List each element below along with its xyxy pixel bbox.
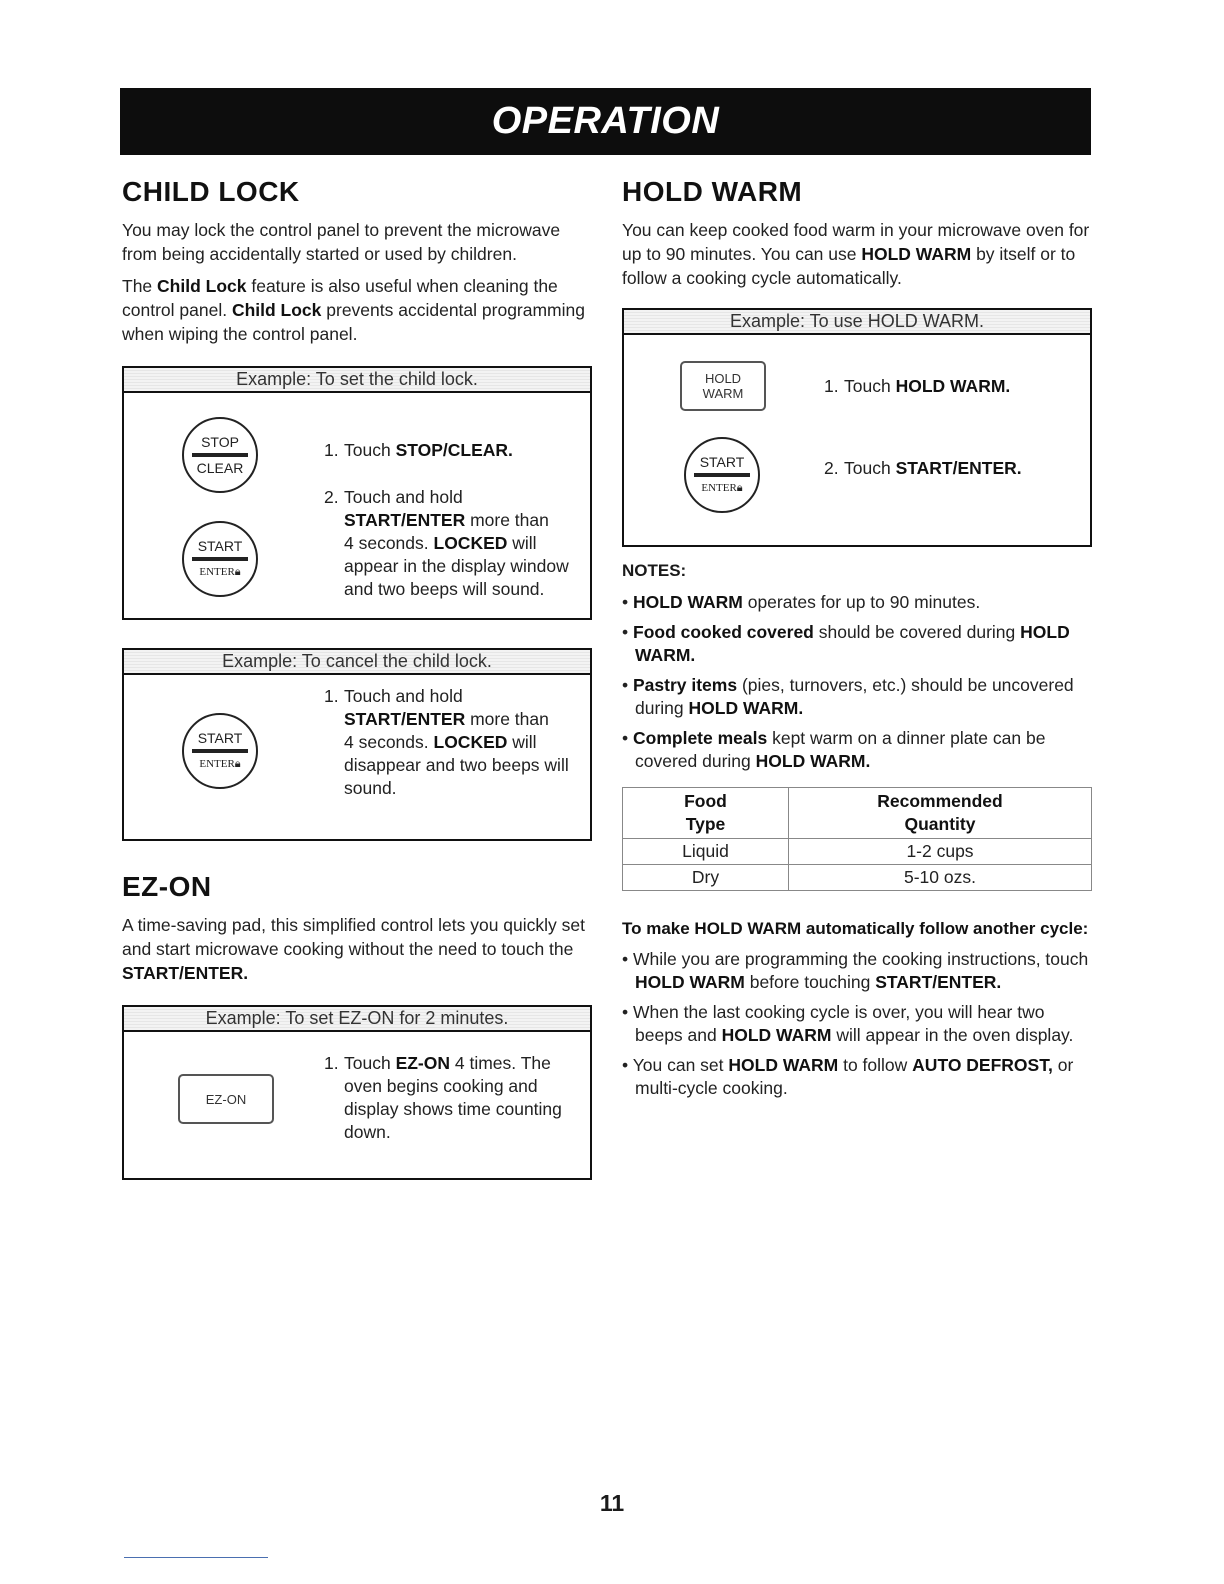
- hold-warm-description: You can keep cooked food warm in your microwave oven for up to 90 minutes. You can use HOLD WARM by itself or to follow a cooking cycle automatically.: [622, 220, 1090, 288]
- start-enter-button: START ENTER🔒︎: [182, 521, 258, 597]
- example-ez-on: [122, 1005, 592, 1180]
- ez-on-description: A time-saving pad, this simplified control lets you quickly set and start microwave cooking without the need to touch the START/ENTER.: [122, 915, 585, 983]
- cancel-step-1: 1. Touch and hold START/ENTER more than 4 seconds. LOCKED will disappear and two beeps will sound.: [324, 686, 569, 798]
- page-number: 11: [599, 1490, 625, 1516]
- child-lock-intro: You may lock the control panel to prevent the microwave from being accidentally started or used by children.: [122, 220, 561, 264]
- ez-on-heading: EZ-ON: [122, 871, 212, 902]
- food-quantity-table: [622, 787, 1092, 891]
- example-hold-warm: [622, 308, 1092, 547]
- notes-list: [622, 591, 1092, 773]
- auto-follow-list: [622, 948, 1092, 1100]
- food-type-header: Food Type: [623, 788, 789, 839]
- table-header-row: [623, 788, 1092, 839]
- example-set-child-lock-title: Example: To set the child lock.: [124, 368, 590, 393]
- lock-icon: 🔒︎: [234, 566, 241, 578]
- table-row: [623, 865, 1092, 891]
- list-item: • Complete meals kept warm on a dinner plate can be covered during HOLD WARM.: [622, 728, 1046, 771]
- child-lock-description: The Child Lock feature is also useful when cleaning the control panel. Child Lock prevents accidental programming when wiping the control panel.: [122, 276, 585, 344]
- left-column: [122, 176, 592, 1180]
- list-item: • Pastry items (pies, turnovers, etc.) should be uncovered during HOLD WARM.: [622, 675, 1074, 718]
- table-row: [623, 839, 1092, 865]
- ez-on-step-1: 1. Touch EZ-ON 4 times. The oven begins cooking and display shows time counting down.: [324, 1053, 562, 1142]
- example-hold-warm-title: Example: To use HOLD WARM.: [624, 310, 1090, 335]
- hold-warm-button: HOLD WARM: [680, 361, 766, 411]
- set-step-2: 2. Touch and hold START/ENTER more than 4 seconds. LOCKED will appear in the display window and two beeps will sound.: [324, 487, 569, 599]
- banner-title: OPERATION: [491, 100, 720, 142]
- example-set-child-lock: [122, 366, 592, 620]
- hold-warm-step-1: 1. Touch HOLD WARM.: [824, 376, 1011, 396]
- hold-warm-heading: HOLD WARM: [622, 176, 803, 207]
- food-type-cell: Liquid: [623, 839, 789, 865]
- example-cancel-child-lock-title: Example: To cancel the child lock.: [124, 650, 590, 675]
- notes-title: NOTES:: [622, 561, 687, 580]
- quantity-cell: 5-10 ozs.: [789, 865, 1092, 891]
- start-enter-button: START ENTER🔒︎: [684, 437, 760, 513]
- list-item: • While you are programming the cooking instructions, touch HOLD WARM before touching START/ENTER.: [622, 949, 1089, 992]
- child-lock-heading: CHILD LOCK: [122, 176, 300, 207]
- footer-divider: [124, 1557, 268, 1558]
- list-item: • When the last cooking cycle is over, you will hear two beeps and HOLD WARM will appear in the oven display.: [622, 1002, 1074, 1045]
- page-banner: [120, 88, 1091, 155]
- list-item: • HOLD WARM operates for up to 90 minutes.: [622, 592, 981, 612]
- lock-icon: 🔒︎: [736, 482, 743, 494]
- food-type-cell: Dry: [623, 865, 789, 891]
- list-item: • Food cooked covered should be covered during HOLD WARM.: [622, 622, 1070, 665]
- start-enter-button: START ENTER🔒︎: [182, 713, 258, 789]
- hold-warm-step-2: 2. Touch START/ENTER.: [824, 458, 1022, 478]
- stop-clear-button: STOP CLEAR: [182, 417, 258, 493]
- lock-icon: 🔒︎: [234, 758, 241, 770]
- quantity-header: Recommended Quantity: [789, 788, 1092, 839]
- list-item: • You can set HOLD WARM to follow AUTO DEFROST, or multi-cycle cooking.: [622, 1055, 1074, 1098]
- quantity-cell: 1-2 cups: [789, 839, 1092, 865]
- ez-on-button: EZ-ON: [178, 1074, 274, 1124]
- example-ez-on-title: Example: To set EZ-ON for 2 minutes.: [124, 1007, 590, 1032]
- set-step-1: 1. Touch STOP/CLEAR.: [324, 440, 513, 460]
- example-cancel-child-lock: [122, 648, 592, 841]
- auto-follow-title: To make HOLD WARM automatically follow another cycle:: [622, 919, 1089, 938]
- right-column: [622, 176, 1092, 1107]
